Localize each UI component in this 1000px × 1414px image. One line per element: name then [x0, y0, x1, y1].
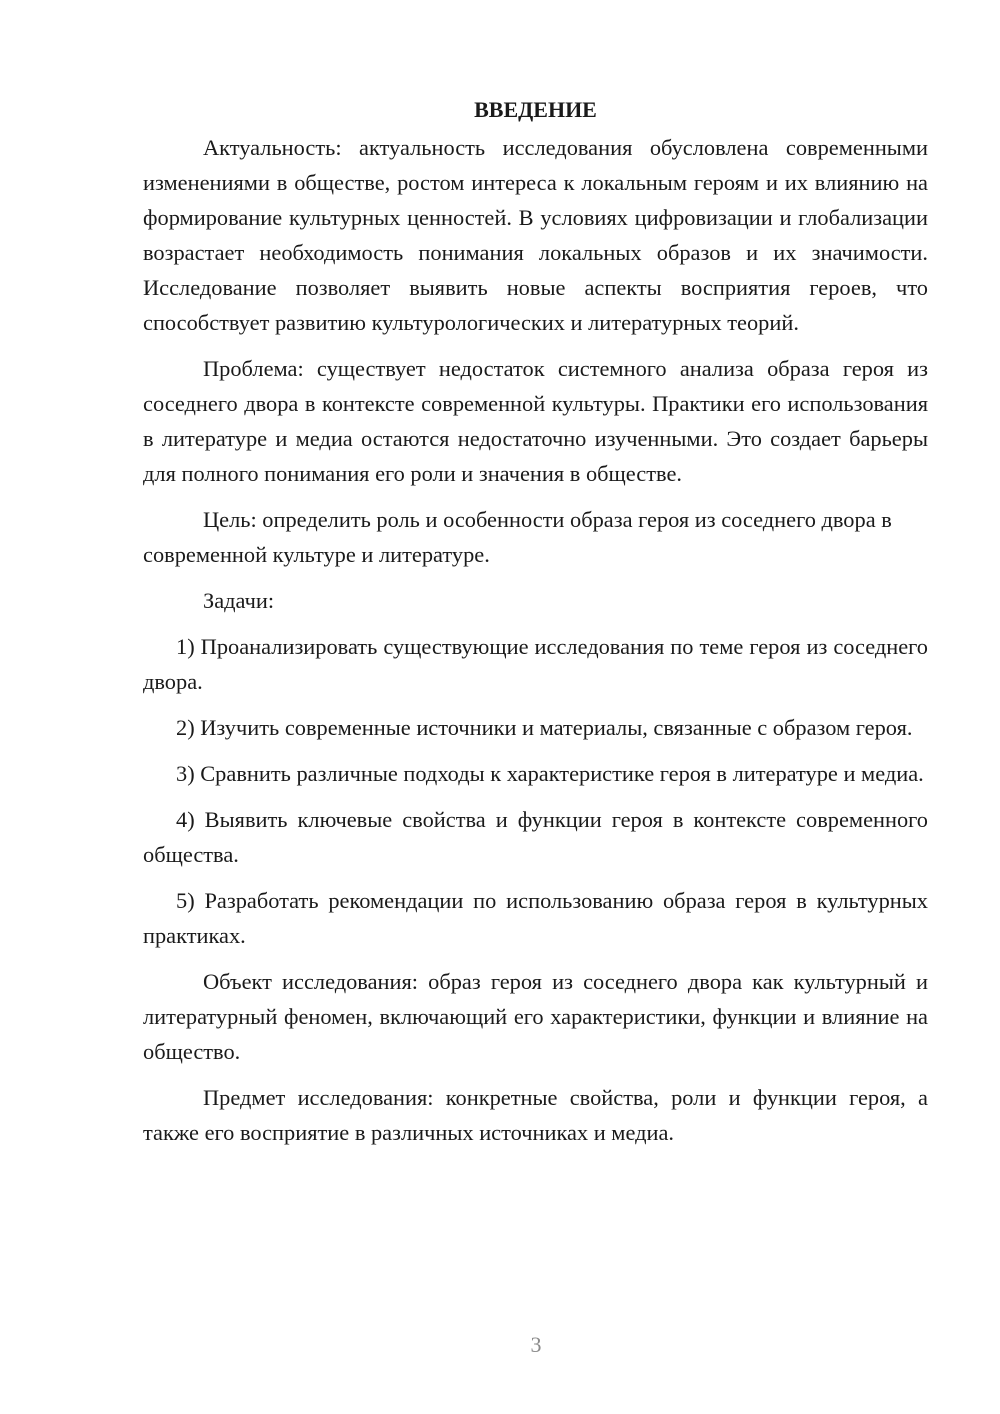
- page-heading: ВВЕДЕНИЕ: [474, 97, 597, 122]
- goal-paragraph: Цель: определить роль и особенности образа героя из соседнего двора в современной культуре и литературе.: [143, 507, 892, 567]
- task-item: 2) Изучить современные источники и материалы, связанные с образом героя.: [176, 715, 913, 740]
- subject-paragraph: Предмет исследования: конкретные свойства, роли и функции героя, а также его восприятие в различных источниках и медиа.: [143, 1085, 928, 1145]
- task-item: 1) Проанализировать существующие исследования по теме героя из соседнего двора.: [143, 634, 928, 694]
- problem-paragraph: Проблема: существует недостаток системного анализа образа героя из соседнего двора в контексте современной культуры. Практики его использования в литературе и медиа остаются недостаточно изученными. Это создает барьеры для полного понимания его роли и значения в обществе.: [143, 356, 928, 486]
- tasks-title: Задачи:: [203, 588, 275, 613]
- task-item: 3) Сравнить различные подходы к характеристике героя в литературе и медиа.: [176, 761, 924, 786]
- object-paragraph: Объект исследования: образ героя из соседнего двора как культурный и литературный феномен, включающий его характеристики, функции и влияние на общество.: [143, 969, 928, 1064]
- page-content: [143, 92, 928, 1161]
- task-item: 4) Выявить ключевые свойства и функции героя в контексте современного общества.: [143, 807, 928, 867]
- page-number: 3: [530, 1332, 542, 1357]
- relevance-paragraph: Актуальность: актуальность исследования обусловлена современными изменениями в обществе, ростом интереса к локальным героям и их влиянию на формирование культурных ценностей. В условиях цифровизации и глобализации возрастает необходимость понимания локальных образов и их значимости. Исследование позволяет выявить новые аспекты восприятия героев, что способствует развитию культурологических и литературных теорий.: [143, 135, 928, 335]
- task-item: 5) Разработать рекомендации по использованию образа героя в культурных практиках.: [143, 888, 928, 948]
